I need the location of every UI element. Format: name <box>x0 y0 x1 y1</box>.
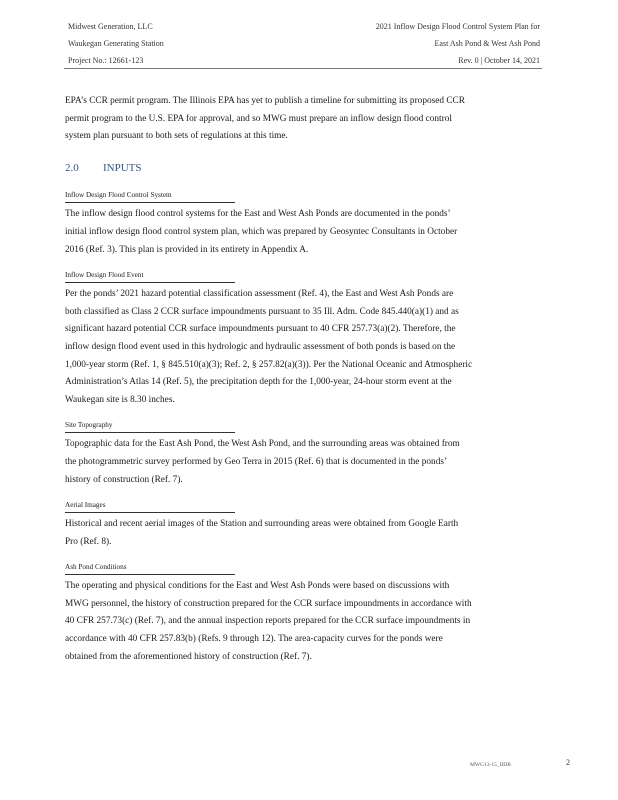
subsection-inflow-design-flood-control-system <box>65 187 545 259</box>
paragraph-line: inflow design flood event used in this hydrologic and hydraulic assessment of both ponds is based on the <box>65 341 456 352</box>
paragraph-line: accordance with 40 CFR 257.83(b) (Refs. 9 through 12). The area-capacity curves for the ponds were <box>65 634 443 645</box>
paragraph-line: Per the ponds’ 2021 hazard potential classification assessment (Ref. 4), the East and West Ash Ponds are <box>65 289 454 300</box>
paragraph-line: Historical and recent aerial images of the Station and surrounding areas were obtained from Google Earth <box>65 519 459 530</box>
paragraph-line: Topographic data for the East Ash Pond, the West Ash Pond, and the surrounding areas was obtained from <box>65 439 460 450</box>
paragraph-line: initial inflow design flood control system plan, which was prepared by Geosyntec Consultants in October <box>65 226 458 237</box>
subsection-heading: Inflow Design Flood Event <box>65 270 235 283</box>
header-revision: Rev. 0 | October 14, 2021 <box>458 56 540 65</box>
header-document-title: 2021 Inflow Design Flood Control System Plan for <box>375 22 540 31</box>
paragraph-line: system plan pursuant to both sets of regulations at this time. <box>65 131 288 142</box>
paragraph-line: the photogrammetric survey performed by Geo Terra in 2015 (Ref. 6) that is documented in the ponds’ <box>65 456 448 467</box>
section-number: 2.0 <box>65 161 79 174</box>
paragraph-line: significant hazard potential CCR surface impoundments pursuant to 40 CFR 257.73(a)(2). Therefore, the <box>65 324 456 335</box>
subsection-heading: Aerial Images <box>65 500 235 513</box>
paragraph-line: MWG personnel, the history of construction prepared for the CCR surface impoundments in accordance with <box>65 598 472 609</box>
header-right <box>376 18 540 69</box>
paragraph-line: Waukegan site is 8.30 inches. <box>65 394 175 405</box>
section-title: INPUTS <box>103 161 142 174</box>
intro-paragraph <box>65 93 545 146</box>
subsection-heading: Inflow Design Flood Control System <box>65 190 235 203</box>
subsection-site-topography <box>65 417 545 489</box>
subsection-heading: Ash Pond Conditions <box>65 562 235 575</box>
paragraph-line: The operating and physical conditions for the East and West Ash Ponds were based on discussions with <box>65 581 450 592</box>
page-body <box>65 93 545 674</box>
paragraph-line: Administration’s Atlas 14 (Ref. 5), the precipitation depth for the 1,000-year, 24-hour storm event at the <box>65 377 452 388</box>
header-divider <box>64 68 542 69</box>
header-company: Midwest Generation, LLC <box>68 22 153 31</box>
subsection-ash-pond-conditions <box>65 559 545 666</box>
header-left <box>68 18 164 69</box>
header-station: Waukegan Generating Station <box>68 39 164 48</box>
subsection-aerial-images <box>65 497 545 551</box>
paragraph-line: both classified as Class 2 CCR surface impoundments pursuant to 35 Ill. Adm. Code 845.440(a)(1) and as <box>65 306 459 317</box>
paragraph-line: 2016 (Ref. 3). This plan is provided in its entirety in Appendix A. <box>65 244 309 255</box>
paragraph-line: permit program to the U.S. EPA for approval, and so MWG must prepare an inflow design flood control <box>65 113 452 124</box>
page-number: 2 <box>566 758 570 767</box>
subsection-heading: Site Topography <box>65 420 235 433</box>
paragraph-line: 1,000-year storm (Ref. 1, § 845.510(a)(3); Ref. 2, § 257.82(a)(3)). Per the National Oceanic and Atmospheric <box>65 359 473 370</box>
header-project-number: Project No.: 12661-123 <box>68 56 144 65</box>
section-heading <box>65 160 545 178</box>
header-document-subtitle: East Ash Pond & West Ash Pond <box>434 39 540 48</box>
paragraph-line: 40 CFR 257.73(c) (Ref. 7), and the annual inspection reports prepared for the CCR surface impoundments in <box>65 616 471 627</box>
footer-document-code: MWG13-15_IIDB <box>470 762 511 768</box>
paragraph-line: Pro (Ref. 8). <box>65 536 112 547</box>
paragraph-line: The inflow design flood control systems for the East and West Ash Ponds are documented in the ponds’ <box>65 209 451 220</box>
paragraph-line: obtained from the aforementioned history of construction (Ref. 7). <box>65 651 312 662</box>
paragraph-line: history of construction (Ref. 7). <box>65 474 183 485</box>
subsection-inflow-design-flood-event <box>65 267 545 409</box>
paragraph-line: EPA’s CCR permit program. The Illinois EPA has yet to publish a timeline for submitting its proposed CCR <box>65 96 465 106</box>
